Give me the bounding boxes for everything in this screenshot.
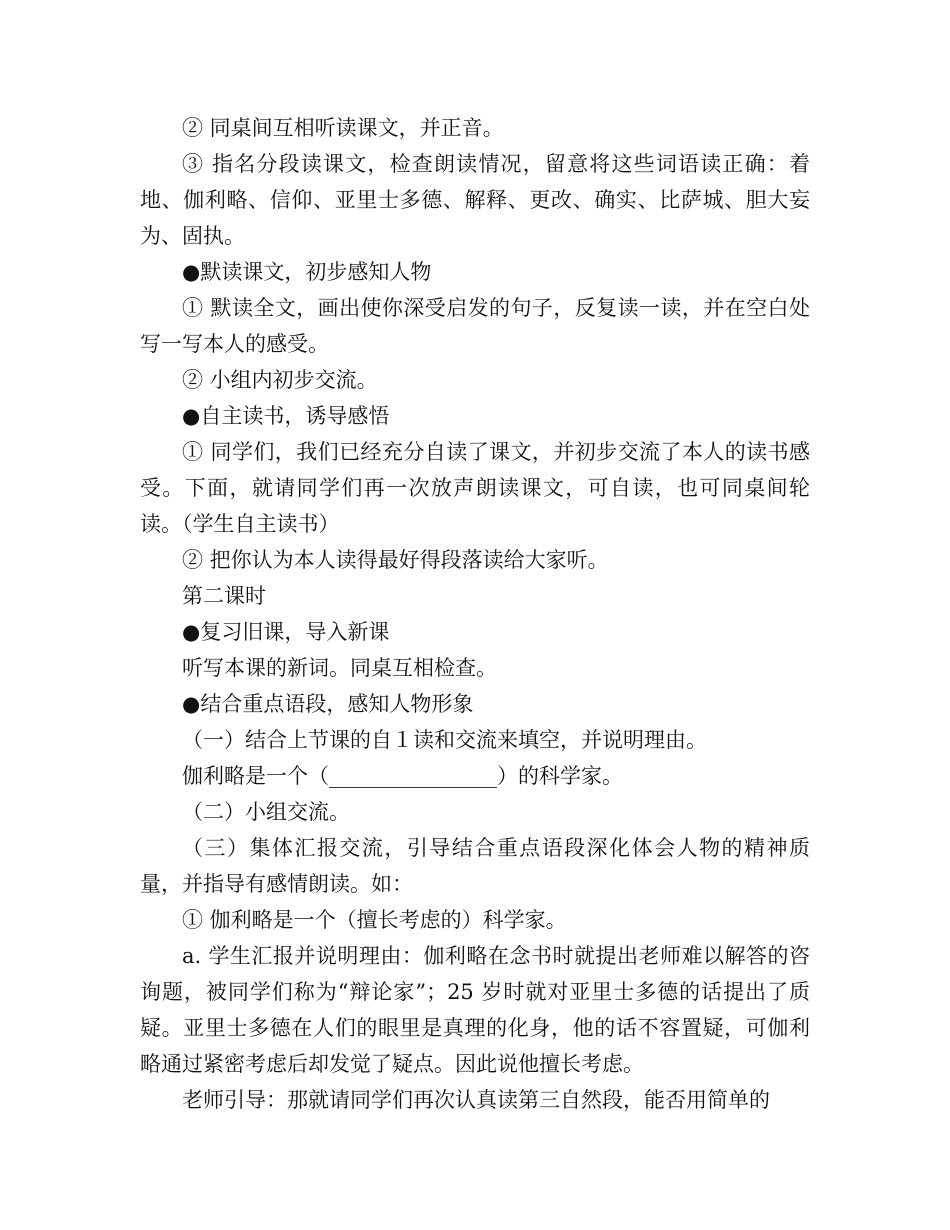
paragraph: ① 伽利略是一个（擅长考虑的）科学家。 [182,908,567,932]
paragraph: ② 同桌间互相听读课文，并正音。 [182,116,504,140]
fill-in-blank-paragraph: 伽利略是一个（________________）的科学家。 [182,764,623,788]
paragraph: （一）结合上节课的自１读和交流来填空，并说明理由。 [182,728,707,752]
paragraph: ① 默读全文，画出使你深受启发的句子，反复读一读，并在空白处写一写本人的感受。 [140,296,810,356]
paragraph: （二）小组交流。 [182,800,350,824]
paragraph: ② 把你认为本人读得最好得段落读给大家听。 [182,548,609,572]
section-heading: ●结合重点语段，感知人物形象 [182,692,474,716]
paragraph: ① 同学们，我们已经充分自读了课文，并初步交流了本人的读书感受。下面，就请同学们再一次放声朗读课文，可自读，也可同桌间轮读。（学生自主读书） [140,440,810,536]
paragraph: a. 学生汇报并说明理由：伽利略在念书时就提出老师难以解答的咨询题，被同学们称为“辩论家”；25 岁时就对亚里士多德的话提出了质疑。亚里士多德在人们的眼里是真理的化身，他的话不容置疑，可伽利略通过紧密考虑后却发觉了疑点。因此说他擅长考虑。 [140,944,810,1076]
paragraph: （三）集体汇报交流，引导结合重点语段深化体会人物的精神质量，并指导有感情朗读。如： [140,836,810,896]
paragraph: ② 小组内初步交流。 [182,368,378,392]
section-heading: ●自主读书，诱导感悟 [182,404,390,428]
section-heading: ●默读课文，初步感知人物 [182,260,432,284]
paragraph: 老师引导：那就请同学们再次认真读第三自然段，能否用简单的 [182,1088,770,1112]
document-body [140,110,810,1118]
paragraph: 听写本课的新词。同桌互相检查。 [182,656,497,680]
lesson-title: 第二课时 [182,584,266,608]
paragraph: ③ 指名分段读课文，检查朗读情况，留意将这些词语读正确：着地、伽利略、信仰、亚里士多德、解释、更改、确实、比萨城、胆大妄为、固执。 [140,152,810,248]
section-heading: ●复习旧课，导入新课 [182,620,390,644]
